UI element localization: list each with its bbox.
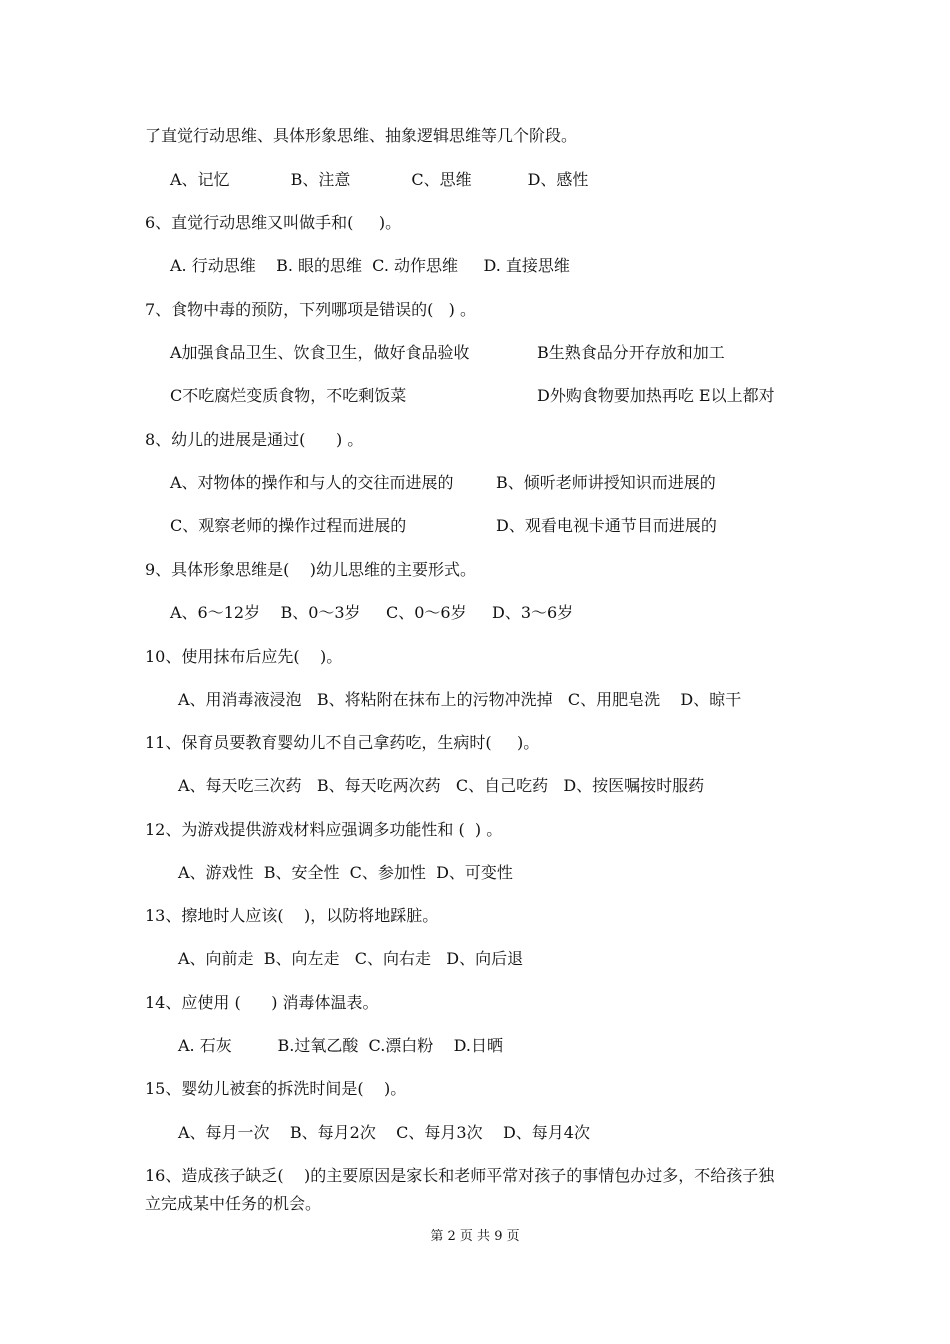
q6-question: 6、直觉行动思维又叫做手和( )。 [145, 213, 402, 232]
q7-question: 7、食物中毒的预防，下列哪项是错误的( ) 。 [145, 300, 477, 319]
q8-question: 8、幼儿的进展是通过( ) 。 [145, 430, 364, 449]
q14-options: A. 石灰 B.过氧乙酸 C.漂白粉 D.日晒 [178, 1036, 503, 1055]
q6-options: A. 行动思维 B. 眼的思维 C. 动作思维 D. 直接思维 [170, 256, 570, 275]
q8-option-d: D、观看电视卡通节目而进展的 [496, 516, 717, 535]
q15-options: A、每月一次 B、每月2次 C、每月3次 D、每月4次 [178, 1123, 590, 1142]
q13-options: A、向前走 B、向左走 C、向右走 D、向后退 [178, 949, 524, 968]
q5-options: A、记忆 B、注意 C、思维 D、感性 [170, 170, 589, 189]
q8-option-a: A、对物体的操作和与人的交往而进展的 [170, 473, 454, 492]
q11-question: 11、保育员要教育婴幼儿不自己拿药吃，生病时( )。 [145, 733, 540, 752]
text-line: 了直觉行动思维、具体形象思维、抽象逻辑思维等几个阶段。 [145, 126, 578, 145]
q8-option-c: C、观察老师的操作过程而进展的 [170, 516, 407, 535]
q8-option-b: B、倾听老师讲授知识而进展的 [496, 473, 716, 492]
q14-question: 14、应使用 ( ) 消毒体温表。 [145, 993, 379, 1012]
page-footer: 第 2 页 共 9 页 [430, 1229, 520, 1244]
q16-question-continued: 立完成某中任务的机会。 [145, 1194, 322, 1213]
q7-option-a: A加强食品卫生、饮食卫生，做好食品验收 [170, 343, 470, 362]
q9-question: 9、具体形象思维是( )幼儿思维的主要形式。 [145, 560, 477, 579]
q9-options: A、6～12岁 B、0～3岁 C、0～6岁 D、3～6岁 [170, 603, 574, 622]
q16-question: 16、造成孩子缺乏( )的主要原因是家长和老师平常对孩子的事情包办过多，不给孩子独 [145, 1166, 775, 1185]
q15-question: 15、婴幼儿被套的拆洗时间是( )。 [145, 1079, 407, 1098]
q10-options: A、用消毒液浸泡 B、将粘附在抹布上的污物冲洗掉 C、用肥皂洗 D、晾干 [178, 690, 742, 709]
q12-question: 12、为游戏提供游戏材料应强调多功能性和 ( ) 。 [145, 820, 503, 839]
q13-question: 13、擦地时人应该( )，以防将地踩脏。 [145, 906, 439, 925]
q7-option-b: B生熟食品分开存放和加工 [537, 343, 725, 362]
q7-option-c: C不吃腐烂变质食物，不吃剩饭菜 [170, 386, 407, 405]
q12-options: A、游戏性 B、安全性 C、参加性 D、可变性 [178, 863, 513, 882]
q7-option-d: D外购食物要加热再吃 E以上都对 [537, 386, 775, 405]
q11-options: A、每天吃三次药 B、每天吃两次药 C、自己吃药 D、按医嘱按时服药 [178, 776, 705, 795]
q10-question: 10、使用抹布后应先( )。 [145, 647, 343, 666]
